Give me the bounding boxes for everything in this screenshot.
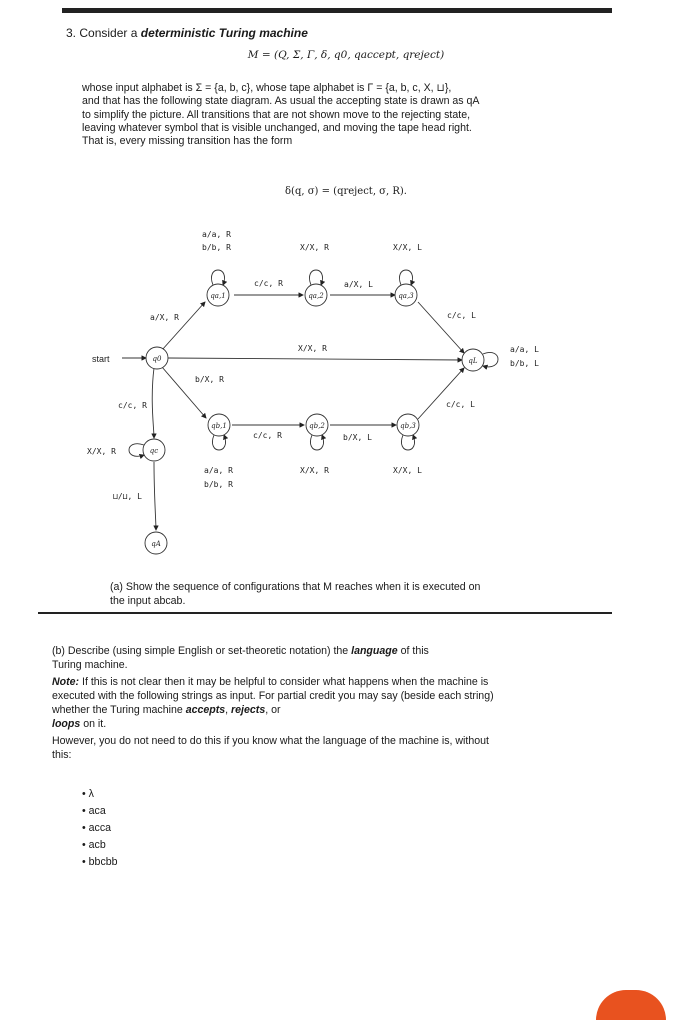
- state-label-q0: q0: [152, 355, 162, 363]
- top-rule: [62, 8, 612, 13]
- label-qb1-loop-2: b/b, R: [204, 480, 233, 489]
- label-qb1-loop-1: a/a, R: [204, 466, 233, 475]
- label-q0-qa1: a/X, R: [150, 313, 179, 322]
- label-q0-qL: X/X, R: [298, 344, 327, 353]
- loop-qc: [129, 444, 144, 457]
- label-qa2-qa3: a/X, L: [344, 280, 373, 289]
- loop-qa2: [309, 270, 322, 285]
- label-qc-qA: ⊔/⊔, L: [113, 492, 142, 501]
- floating-action-button[interactable]: [596, 990, 666, 1020]
- loop-qa1: [211, 270, 224, 285]
- label-qa3-qL: c/c, L: [447, 311, 476, 320]
- label-qb2-loop: X/X, R: [300, 466, 329, 475]
- label-qb3-loop: X/X, L: [393, 466, 422, 475]
- edge-q0-qc: [152, 368, 154, 438]
- edge-qa3-qL: [418, 302, 464, 353]
- question-description: whose input alphabet is Σ = {a, b, c}, whose tape alphabet is Γ = {a, b, c, X, ⊔}, and that has the following state diagram. As usual the accepting state is drawn as qA to simplify the picture. All transitions that are not shown move to the rejecting state, leaving whatever symbol that is visible unchanged, and moving the tape head right. That is, every missing transition has the form: [82, 82, 480, 148]
- loop-qb2: [310, 435, 323, 450]
- label-qa3-loop: X/X, L: [393, 243, 422, 252]
- loop-qL: [483, 352, 498, 366]
- label-qL-loop-1: a/a, L: [510, 345, 539, 354]
- test-string-item: • λ: [82, 786, 118, 803]
- machine-tuple: M = (Q, Σ, Γ, δ, q0, qaccept, qreject): [247, 49, 445, 61]
- label-q0-qc: c/c, R: [118, 401, 147, 410]
- state-label-qb3: qb,3: [400, 422, 416, 430]
- label-qa1-loop-1: a/a, R: [202, 230, 231, 239]
- state-label-qa2: qa,2: [308, 292, 324, 300]
- state-label-qL: qL: [468, 357, 478, 365]
- label-qL-loop-2: b/b, L: [510, 359, 539, 368]
- state-label-qA: qA: [151, 540, 161, 548]
- label-qb3-qL: c/c, L: [446, 400, 475, 409]
- loop-qa3: [399, 270, 412, 285]
- loop-qb1: [212, 435, 225, 450]
- part-b: (b) Describe (using simple English or set-theoretic notation) the language of this Turing machine. Note: If this is not clear then it may be helpful to consider what happens when the machine is executed with the following strings as input. For partial credit you may say (beside each string) whether the Turing machine accepts, rejects, or loops on it. However, you do not need to do this if you know what the language of the machine is, without this:: [52, 645, 494, 761]
- label-qa2-loop: X/X, R: [300, 243, 329, 252]
- test-string-item: • acca: [82, 820, 118, 837]
- test-strings-list: [82, 786, 118, 871]
- label-qb2-qb3: b/X, L: [343, 433, 372, 442]
- edge-q0-qL: [168, 358, 462, 360]
- test-string-item: • aca: [82, 803, 118, 820]
- test-string-item: • bbcbb: [82, 854, 118, 871]
- label-qc-loop: X/X, R: [87, 447, 116, 456]
- missing-transition-formula: δ(q, σ) = (qreject, σ, R).: [285, 186, 407, 197]
- state-label-qa3: qa,3: [398, 292, 414, 300]
- label-qa1-qa2: c/c, R: [254, 279, 283, 288]
- label-qa1-loop-2: b/b, R: [202, 243, 231, 252]
- state-label-qa1: qa,1: [210, 292, 226, 300]
- start-label: start: [92, 354, 110, 364]
- loop-qb3: [401, 435, 414, 450]
- edge-q0-qa1: [162, 302, 205, 350]
- test-string-item: • acb: [82, 837, 118, 854]
- label-q0-qb1: b/X, R: [195, 375, 224, 384]
- question-title: 3. Consider a deterministic Turing machine: [66, 26, 308, 40]
- part-a: (a) Show the sequence of configurations that M reaches when it is executed on the input abcab.: [110, 581, 481, 607]
- state-diagram: [0, 210, 692, 570]
- label-qb1-qb2: c/c, R: [253, 431, 282, 440]
- state-label-qb2: qb,2: [309, 422, 325, 430]
- section-divider: [38, 612, 612, 614]
- state-label-qc: qc: [149, 447, 159, 455]
- state-label-qb1: qb,1: [211, 422, 227, 430]
- edge-qc-qA: [154, 462, 156, 530]
- edge-qb3-qL: [418, 368, 464, 419]
